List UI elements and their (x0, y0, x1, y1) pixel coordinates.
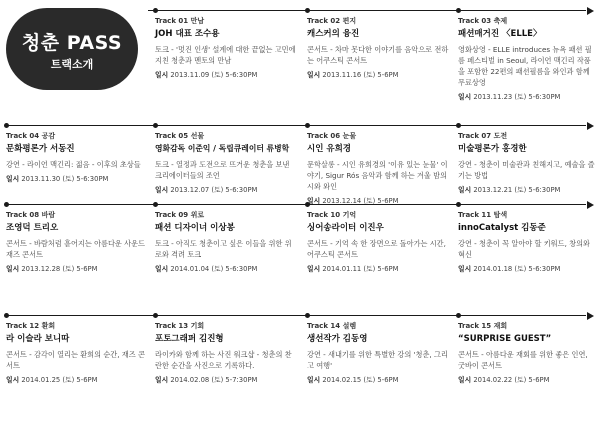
track-label (155, 132, 297, 141)
track-title: innoCatalyst 김동준 (458, 223, 546, 233)
track-category: 환희 (41, 322, 56, 330)
track-description: 강연 - 새내기를 위한 특별한 강의 '청춘, 그리고 여행' (307, 350, 448, 370)
track-title: “SURPRISE GUEST” (458, 334, 552, 344)
track-category: 선물 (190, 132, 205, 140)
track-label (307, 132, 449, 141)
track-number: Track 08 (6, 211, 40, 219)
track-card (307, 314, 449, 385)
date-prefix: 일시 (458, 93, 472, 101)
track-title: 싱어송라이터 이진우 (307, 223, 384, 233)
date-value: 2013.12.07 (토) 5-6:30PM (170, 186, 258, 194)
track-date (307, 264, 449, 274)
track-title: 패션매거진 〈ELLE〉 (458, 29, 542, 39)
header-badge (6, 8, 138, 90)
track-date (6, 375, 148, 385)
track-title: 조영덕 트리오 (6, 223, 59, 233)
track-number: Track 13 (155, 322, 189, 330)
track-number: Track 01 (155, 17, 189, 25)
track-category: 위로 (190, 211, 205, 219)
date-prefix: 일시 (155, 265, 169, 273)
track-description: 라이카와 함께 하는 사진 워크샵 - 청춘의 찬란한 순간을 사진으로 기록하다. (155, 350, 292, 370)
track-label (307, 322, 449, 331)
track-category: 눈물 (342, 132, 357, 140)
track-description: 콘서트 - 아름다운 재회를 위한 좋은 인연, 굿바이 콘서트 (458, 350, 588, 370)
track-description: 강연 - 라이언 맥긴리: 젊음 - 이후의 초상들 (6, 160, 141, 169)
track-category: 도전 (493, 132, 508, 140)
track-category: 편지 (342, 17, 357, 25)
date-prefix: 일시 (6, 175, 20, 183)
date-value: 2014.02.22 (토) 5-6PM (473, 376, 550, 384)
track-label (6, 322, 148, 331)
track-description: 콘서트 - 차마 못다한 이야기를 음악으로 전하는 어쿠스틱 콘서트 (307, 45, 449, 65)
track-number: Track 03 (458, 17, 492, 25)
track-date (155, 264, 297, 274)
track-date (458, 264, 596, 274)
date-prefix: 일시 (155, 71, 169, 79)
page-subtitle: 트랙소개 (50, 58, 94, 71)
track-number: Track 05 (155, 132, 189, 140)
track-label (155, 211, 297, 220)
date-prefix: 일시 (307, 71, 321, 79)
track-date (458, 92, 596, 102)
track-card (6, 124, 148, 184)
track-category: 공감 (41, 132, 56, 140)
date-prefix: 일시 (155, 376, 169, 384)
track-date (307, 70, 449, 80)
track-date (307, 375, 449, 385)
track-label (307, 211, 449, 220)
track-description: 콘서트 - 기억 속 한 장면으로 돌아가는 시간, 어쿠스틱 콘서트 (307, 239, 446, 259)
track-label (458, 132, 596, 141)
track-title: 포토그래퍼 김진형 (155, 334, 224, 344)
date-value: 2014.02.15 (토) 5-6PM (322, 376, 399, 384)
date-prefix: 일시 (6, 265, 20, 273)
track-card (155, 124, 297, 195)
date-value: 2013.12.28 (토) 5-6PM (21, 265, 98, 273)
date-prefix: 일시 (458, 265, 472, 273)
date-value: 2013.11.23 (토) 5-6:30PM (473, 93, 561, 101)
track-card (155, 314, 297, 385)
track-title: 캐스커의 융진 (307, 29, 360, 39)
track-card (307, 9, 449, 80)
date-value: 2013.12.21 (토) 5-6:30PM (473, 186, 561, 194)
track-title: 패션 디자이너 이상봉 (155, 223, 235, 233)
page-title: 청춘 PASS (21, 32, 123, 54)
track-date (155, 375, 297, 385)
track-title: 영화감독 이준익 / 독립큐레이터 류병학 (155, 144, 290, 153)
track-category: 만남 (190, 17, 205, 25)
track-label (458, 211, 596, 220)
track-date (155, 70, 297, 80)
track-description: 토크 - 열정과 도전으로 뜨거운 청춘을 보낸 크리에이터들의 조언 (155, 160, 290, 180)
track-number: Track 04 (6, 132, 40, 140)
track-title: 생선작가 김동영 (307, 334, 368, 344)
track-number: Track 09 (155, 211, 189, 219)
track-category: 바람 (41, 211, 56, 219)
track-number: Track 11 (458, 211, 492, 219)
track-label (458, 17, 596, 26)
track-date (6, 174, 148, 184)
track-label (155, 322, 297, 331)
track-title: JOH 대표 조수용 (155, 29, 220, 39)
date-prefix: 일시 (307, 265, 321, 273)
track-card (6, 314, 148, 385)
track-card (458, 314, 596, 385)
track-description: 문학살롱 - 시인 유희경의 '이유 있는 눈물' 이야기, Sigur Rós 음악과 함께 하는 겨울 밤의 시와 와인 (307, 160, 448, 191)
track-category: 기억 (342, 211, 357, 219)
track-label (6, 211, 148, 220)
track-label (307, 17, 449, 26)
track-title: 미술평론가 홍경한 (458, 144, 527, 154)
track-label (155, 17, 297, 26)
date-prefix: 일시 (6, 376, 20, 384)
date-value: 2013.12.14 (토) 5-6PM (322, 197, 399, 205)
track-description: 강연 - 청춘이 미술관과 친해지고, 예술을 즐기는 방법 (458, 160, 595, 180)
track-number: Track 02 (307, 17, 341, 25)
date-value: 2014.01.25 (토) 5-6PM (21, 376, 98, 384)
track-date (458, 375, 596, 385)
date-value: 2013.11.09 (토) 5-6:30PM (170, 71, 258, 79)
track-card (155, 203, 297, 274)
track-number: Track 07 (458, 132, 492, 140)
track-card (307, 124, 449, 206)
track-number: Track 12 (6, 322, 40, 330)
track-date (6, 264, 148, 274)
track-description: 콘서트 - 감각이 열리는 환희의 순간, 재즈 콘서트 (6, 350, 145, 370)
track-number: Track 06 (307, 132, 341, 140)
track-card (458, 124, 596, 195)
date-prefix: 일시 (155, 186, 169, 194)
date-prefix: 일시 (458, 186, 472, 194)
track-card (155, 9, 297, 80)
track-description: 토크 - '멋진 인생' 설계에 대한 끝없는 고민에 지친 청춘과 멘토의 만남 (155, 45, 296, 65)
track-card (307, 203, 449, 274)
date-prefix: 일시 (458, 376, 472, 384)
date-value: 2014.02.08 (토) 5-7:30PM (170, 376, 258, 384)
track-number: Track 15 (458, 322, 492, 330)
track-category: 축제 (493, 17, 508, 25)
track-date (458, 185, 596, 195)
track-category: 기회 (190, 322, 205, 330)
track-description: 콘서트 - 바람처럼 흩어지는 아름다운 사운드 재즈 콘서트 (6, 239, 145, 259)
date-value: 2014.01.18 (토) 5-6:30PM (473, 265, 561, 273)
track-label (6, 132, 148, 141)
date-value: 2014.01.11 (토) 5-6PM (322, 265, 399, 273)
track-title: 라 이슬라 보니따 (6, 334, 70, 344)
track-description: 강연 - 청춘이 꼭 알아야 할 키워드, 창의와 혁신 (458, 239, 590, 259)
track-category: 탐색 (493, 211, 508, 219)
date-value: 2013.11.30 (토) 5-6:30PM (21, 175, 109, 183)
track-number: Track 10 (307, 211, 341, 219)
date-value: 2013.11.16 (토) 5-6PM (322, 71, 399, 79)
date-value: 2014.01.04 (토) 5-6:30PM (170, 265, 258, 273)
track-date (155, 185, 297, 195)
track-description: 영화상영 - ELLE introduces 뉴욕 패션 필름 페스티벌 in Seoul, 라이언 맥긴리 작품을 포함한 22편의 패션필름을 와인과 함께 무료상영 (458, 45, 592, 87)
track-card (6, 203, 148, 274)
track-title: 문화평론가 서동진 (6, 144, 75, 154)
track-number: Track 14 (307, 322, 341, 330)
track-card (458, 203, 596, 274)
date-prefix: 일시 (307, 197, 321, 205)
track-category: 재회 (493, 322, 508, 330)
track-card (458, 9, 596, 102)
track-description: 토크 - 아직도 청춘이고 싶은 이들을 위한 위로와 격려 토크 (155, 239, 292, 259)
track-title: 시인 유희경 (307, 144, 352, 154)
track-category: 설렘 (342, 322, 357, 330)
track-label (458, 322, 596, 331)
date-prefix: 일시 (307, 376, 321, 384)
